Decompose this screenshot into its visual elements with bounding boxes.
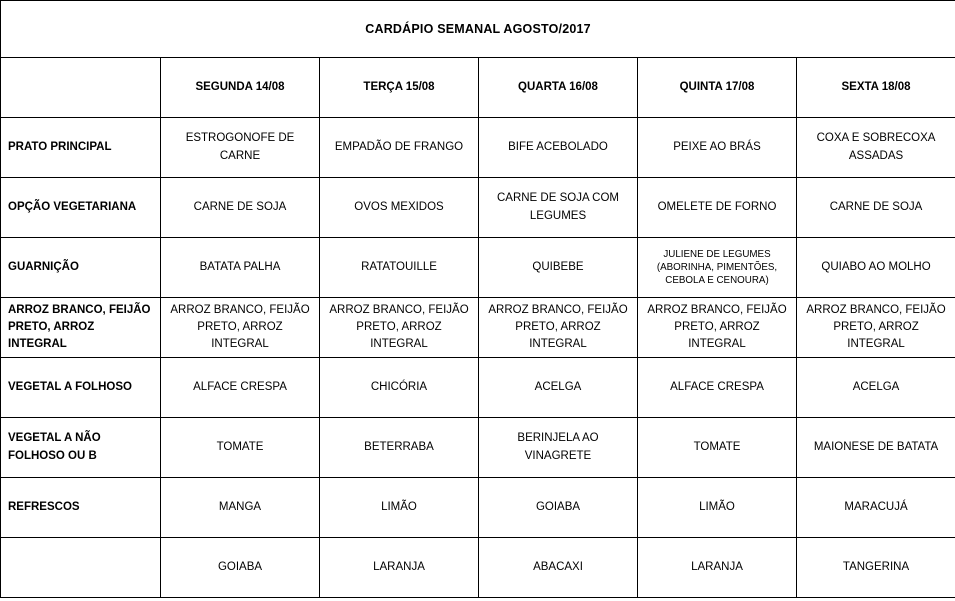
table-row — [1, 538, 955, 598]
menu-cell: GOIABA — [161, 538, 320, 598]
row-label: GUARNIÇÃO — [1, 238, 161, 298]
menu-cell: MAIONESE DE BATATA — [797, 418, 955, 478]
header-row — [1, 58, 955, 118]
menu-cell: ABACAXI — [479, 538, 638, 598]
table-row — [1, 178, 955, 238]
menu-cell: JULIENE DE LEGUMES (ABORINHA, PIMENTÕES, CEBOLA E CENOURA) — [638, 238, 797, 298]
menu-cell: COXA E SOBRECOXA ASSADAS — [797, 118, 955, 178]
menu-cell: ESTROGONOFE DE CARNE — [161, 118, 320, 178]
title-row — [1, 1, 955, 58]
row-label: VEGETAL A FOLHOSO — [1, 358, 161, 418]
menu-cell: BERINJELA AO VINAGRETE — [479, 418, 638, 478]
menu-cell: MARACUJÁ — [797, 478, 955, 538]
menu-cell: LIMÃO — [638, 478, 797, 538]
menu-cell: ARROZ BRANCO, FEIJÃO PRETO, ARROZ INTEGRAL — [638, 298, 797, 358]
day-header: QUINTA 17/08 — [638, 58, 797, 118]
table-title: CARDÁPIO SEMANAL AGOSTO/2017 — [1, 1, 955, 58]
table-row — [1, 418, 955, 478]
menu-cell: OMELETE DE FORNO — [638, 178, 797, 238]
menu-cell: ACELGA — [479, 358, 638, 418]
menu-cell: CARNE DE SOJA — [797, 178, 955, 238]
day-header: SEXTA 18/08 — [797, 58, 955, 118]
day-header: TERÇA 15/08 — [320, 58, 479, 118]
menu-cell: QUIABO AO MOLHO — [797, 238, 955, 298]
day-header: SEGUNDA 14/08 — [161, 58, 320, 118]
menu-cell: CARNE DE SOJA COM LEGUMES — [479, 178, 638, 238]
menu-cell: BETERRABA — [320, 418, 479, 478]
row-label — [1, 538, 161, 598]
menu-cell: ARROZ BRANCO, FEIJÃO PRETO, ARROZ INTEGRAL — [161, 298, 320, 358]
menu-cell: LARANJA — [638, 538, 797, 598]
menu-cell: CHICÓRIA — [320, 358, 479, 418]
menu-cell: QUIBEBE — [479, 238, 638, 298]
table-row — [1, 478, 955, 538]
table-row — [1, 238, 955, 298]
day-header: QUARTA 16/08 — [479, 58, 638, 118]
menu-cell: ARROZ BRANCO, FEIJÃO PRETO, ARROZ INTEGRAL — [797, 298, 955, 358]
table-row — [1, 298, 955, 358]
table-row — [1, 118, 955, 178]
menu-cell: TOMATE — [638, 418, 797, 478]
menu-cell: RATATOUILLE — [320, 238, 479, 298]
menu-cell: CARNE DE SOJA — [161, 178, 320, 238]
menu-cell: ARROZ BRANCO, FEIJÃO PRETO, ARROZ INTEGRAL — [320, 298, 479, 358]
menu-cell: TANGERINA — [797, 538, 955, 598]
row-label: REFRESCOS — [1, 478, 161, 538]
corner-cell — [1, 58, 161, 118]
menu-cell: ALFACE CRESPA — [161, 358, 320, 418]
menu-cell: GOIABA — [479, 478, 638, 538]
menu-cell: LIMÃO — [320, 478, 479, 538]
row-label: VEGETAL A NÃO FOLHOSO OU B — [1, 418, 161, 478]
menu-cell: EMPADÃO DE FRANGO — [320, 118, 479, 178]
row-label: OPÇÃO VEGETARIANA — [1, 178, 161, 238]
menu-table-body — [1, 1, 955, 598]
menu-cell: BATATA PALHA — [161, 238, 320, 298]
menu-cell: ACELGA — [797, 358, 955, 418]
row-label: PRATO PRINCIPAL — [1, 118, 161, 178]
menu-cell: BIFE ACEBOLADO — [479, 118, 638, 178]
menu-cell: PEIXE AO BRÁS — [638, 118, 797, 178]
menu-cell: ARROZ BRANCO, FEIJÃO PRETO, ARROZ INTEGRAL — [479, 298, 638, 358]
row-label: ARROZ BRANCO, FEIJÃO PRETO, ARROZ INTEGRAL — [1, 298, 161, 358]
menu-cell: MANGA — [161, 478, 320, 538]
menu-cell: ALFACE CRESPA — [638, 358, 797, 418]
menu-cell: LARANJA — [320, 538, 479, 598]
menu-cell: OVOS MEXIDOS — [320, 178, 479, 238]
menu-cell: TOMATE — [161, 418, 320, 478]
table-row — [1, 358, 955, 418]
